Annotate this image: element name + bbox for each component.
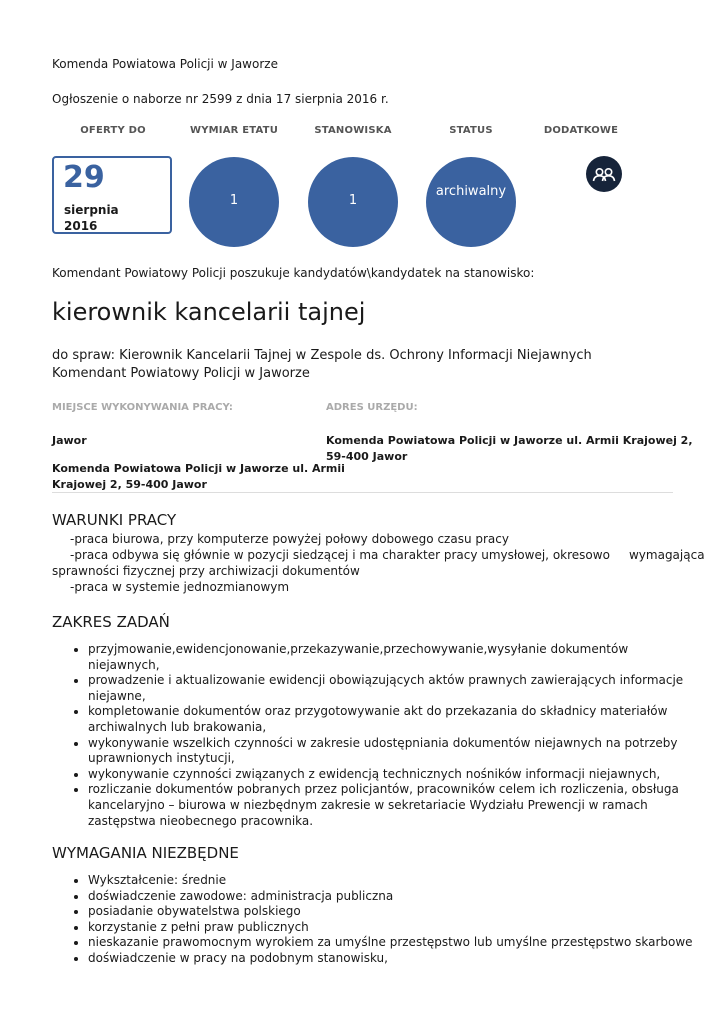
- status-circle: [426, 157, 516, 247]
- deadline-day: 29: [63, 160, 105, 195]
- list-item: • korzystanie z pełni praw publicznych: [88, 920, 698, 936]
- office-address: [326, 433, 693, 465]
- announcement-title: Ogłoszenie o naborze nr 2599 z dnia 17 sierpnia 2016 r.: [52, 92, 389, 106]
- workplace-address-line-1: Komenda Powiatowa Policji w Jaworze ul. Armii: [52, 462, 345, 475]
- workload-circle: [189, 157, 279, 247]
- list-item: • Wykształcenie: średnie: [88, 873, 698, 889]
- conditions-heading: WARUNKI PRACY: [52, 511, 177, 529]
- deadline-year: 2016: [64, 219, 98, 233]
- office-address-line-1: Komenda Powiatowa Policji w Jaworze ul. Armii Krajowej 2,: [326, 434, 693, 447]
- status-label: STATUS: [449, 125, 493, 136]
- job-subtitle: [52, 347, 592, 383]
- condition-line: sprawności fizycznej przy archiwizacji dokumentów: [52, 564, 360, 578]
- workplace-address: [52, 461, 345, 493]
- workplace-city: Jawor: [52, 434, 87, 447]
- requirements-list: [52, 873, 698, 967]
- list-item: • prowadzenie i aktualizowanie ewidencji obowiązujących aktów prawnych zawierających informacje niejawne,: [88, 673, 698, 704]
- people-icon[interactable]: [586, 156, 622, 192]
- status-value: archiwalny: [435, 184, 507, 199]
- deadline-date-box: [52, 156, 172, 234]
- job-title: kierownik kancelarii tajnej: [52, 298, 366, 326]
- duties-list: [52, 642, 698, 829]
- condition-line: -praca odbywa się głównie w pozycji siedzącej i ma charakter pracy umysłowej, okresowo wymagająca: [70, 548, 705, 562]
- requirements-heading: WYMAGANIA NIEZBĘDNE: [52, 844, 239, 862]
- duties-heading: ZAKRES ZADAŃ: [52, 613, 170, 631]
- positions-label: STANOWISKA: [314, 125, 392, 136]
- list-item: • nieskazanie prawomocnym wyrokiem za umyślne przestępstwo lub umyślne przestępstwo skarbowe: [88, 935, 698, 951]
- condition-line: -praca w systemie jednozmianowym: [70, 580, 290, 594]
- list-item: • wykonywanie czynności związanych z ewidencją technicznych nośników informacji niejawnych,: [88, 767, 698, 783]
- list-item: • wykonywanie wszelkich czynności w zakresie udostępniania dokumentów niejawnych na potrzeby uprawnionych instytucji,: [88, 736, 698, 767]
- list-item: • doświadczenie w pracy na podobnym stanowisku,: [88, 951, 698, 967]
- office-address-line-2: 59-400 Jawor: [326, 450, 408, 463]
- positions-circle: [308, 157, 398, 247]
- condition-line: -praca biurowa, przy komputerze powyżej połowy dobowego czasu pracy: [70, 532, 509, 546]
- list-item: • doświadczenie zawodowe: administracja publiczna: [88, 889, 698, 905]
- subtitle-line-2: Komendant Powiatowy Policji w Jaworze: [52, 366, 310, 381]
- offers-until-label: OFERTY DO: [80, 125, 146, 136]
- extras-label: DODATKOWE: [543, 125, 619, 136]
- positions-value: 1: [348, 193, 358, 208]
- list-item: • kompletowanie dokumentów oraz przygotowywanie akt do przekazania do składnicy materiałów archiwalnych lub brakowania,: [88, 704, 698, 735]
- section-divider: [52, 492, 673, 493]
- office-address-label: ADRES URZĘDU:: [326, 402, 418, 413]
- workplace-address-line-2: Krajowej 2, 59-400 Jawor: [52, 478, 207, 491]
- intro-text: Komendant Powiatowy Policji poszukuje kandydatów\kandydatek na stanowisko:: [52, 266, 535, 280]
- deadline-month: sierpnia: [64, 203, 119, 217]
- list-item: • przyjmowanie,ewidencjonowanie,przekazywanie,przechowywanie,wysyłanie dokumentów niejawnych,: [88, 642, 698, 673]
- organization-name: Komenda Powiatowa Policji w Jaworze: [52, 57, 278, 71]
- list-item: • rozliczanie dokumentów pobranych przez policjantów, pracowników celem ich rozliczenia, obsługa kancelaryjno – biurowa w niezbędnym zakresie w sekretariacie Wydziału Prewencji w ramach zastępstwa nieobecnego pracownika.: [88, 782, 698, 829]
- workplace-label: MIEJSCE WYKONYWANIA PRACY:: [52, 402, 233, 413]
- workload-label: WYMIAR ETATU: [189, 125, 279, 136]
- workload-value: 1: [229, 193, 239, 208]
- subtitle-line-1: do spraw: Kierownik Kancelarii Tajnej w Zespole ds. Ochrony Informacji Niejawnych: [52, 348, 592, 363]
- list-item: • posiadanie obywatelstwa polskiego: [88, 904, 698, 920]
